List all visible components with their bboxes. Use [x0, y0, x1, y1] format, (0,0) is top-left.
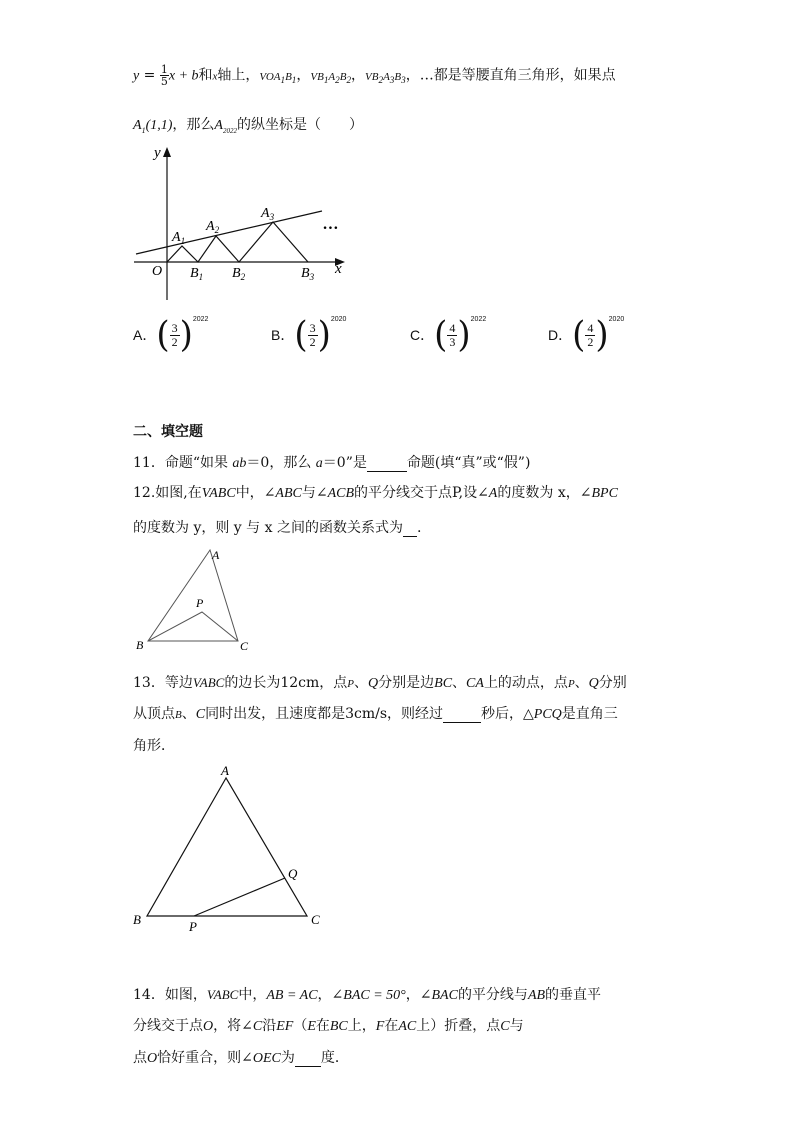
frac-den: 5	[160, 75, 168, 88]
q12-line2: 的度数为 y，则 y 与 x 之间的函数关系式为 .	[133, 520, 422, 536]
q13-figure	[130, 762, 330, 932]
option-label: B．	[271, 327, 295, 343]
comma: ，	[405, 67, 420, 84]
label-a1: $A_1$	[172, 230, 186, 246]
text: …都是等腰直角三角形，如果点	[419, 67, 616, 84]
option-d[interactable]	[548, 314, 625, 362]
paren-close: )	[317, 314, 331, 356]
paren-close: )	[457, 314, 471, 356]
option-b[interactable]	[271, 314, 347, 362]
triangle-2: $VB_1A_2B_2$	[310, 70, 352, 85]
point-a1-coord: (1,1)	[145, 118, 173, 133]
q12-figure	[130, 545, 260, 653]
label-b3: $B_3$	[301, 266, 315, 282]
q12-line1: 12.如图,在VABC中，∠ABC与∠ACB的平分线交于点P,设∠A的度数为 x，∠BPC	[133, 485, 618, 501]
angle-a: ∠A	[477, 486, 498, 501]
option-c[interactable]	[410, 314, 487, 362]
option-exponent: 2022	[192, 316, 209, 323]
fraction-one-fifth	[160, 64, 169, 87]
eq-equals: =	[139, 67, 160, 84]
label-c: C	[311, 912, 320, 927]
point-a1: $A_1$	[133, 118, 146, 135]
label-a3: $A_3$	[261, 206, 275, 222]
triangle-abc	[147, 778, 307, 916]
option-fraction: $\frac{3}{2}$	[309, 320, 316, 349]
answer-blank[interactable]	[367, 455, 407, 472]
label-a: A	[221, 763, 229, 778]
triangle-1: $VOA_1B_1$	[259, 70, 297, 85]
x-axis-label: x	[335, 261, 342, 277]
q10-line1	[133, 64, 616, 87]
option-label: C．	[410, 327, 435, 343]
option-a[interactable]	[133, 314, 209, 362]
q10-line2	[133, 114, 363, 135]
math-a: a	[315, 456, 323, 471]
triangle-3: $VB_2A_3B_3$	[365, 70, 406, 85]
option-fraction: $\frac{4}{2}$	[587, 320, 594, 349]
text: ，那么	[172, 117, 215, 133]
q14-line3: 点O恰好重合，则∠OEC为 度．	[133, 1050, 349, 1066]
label-q: Q	[288, 866, 298, 881]
label-a2: $A_2$	[206, 219, 220, 235]
label-b2: $B_2$	[232, 266, 246, 282]
label-b: B	[133, 912, 141, 927]
triangle-abc	[148, 550, 238, 641]
option-fraction: $\frac{4}{3}$	[449, 320, 456, 349]
paren-close: )	[595, 314, 609, 356]
q13-line3: 角形．	[133, 738, 175, 754]
paren-open: (	[434, 314, 448, 356]
eq-rest: x + b	[168, 68, 199, 84]
option-label: A．	[133, 327, 157, 343]
q13-line1: 13．等边VABC的边长为12cm，点P、Q分别是边BC、CA上的动点，点P、Q分别	[133, 675, 627, 691]
q13-line2: 从顶点B、C同时出发，且速度都是3cm/s，则经过 秒后，△PCQ是直角三	[133, 706, 618, 722]
label-p: P	[189, 919, 197, 932]
option-exponent: 2022	[470, 316, 487, 323]
text: 的纵坐标是（ ）	[236, 117, 363, 133]
label-c: C	[240, 639, 249, 653]
angle-abc: ∠ABC	[263, 486, 302, 501]
line-l	[136, 211, 322, 254]
comma: ，	[296, 67, 311, 84]
frac-num: 1	[160, 63, 168, 76]
angle-acb: ∠ACB	[315, 486, 355, 501]
option-fraction: $\frac{3}{2}$	[171, 320, 178, 349]
label-b1: $B_1$	[190, 266, 204, 282]
label-p: P	[196, 596, 204, 610]
math-x: x	[212, 70, 218, 83]
label-b: B	[136, 638, 144, 652]
paren-close: )	[179, 314, 193, 356]
y-axis-label: y	[154, 145, 161, 161]
bisectors	[148, 612, 238, 641]
angle-bpc: ∠BPC	[579, 486, 618, 501]
option-exponent: 2020	[608, 316, 625, 323]
label-a: A	[212, 548, 220, 562]
segment-pq	[194, 878, 285, 916]
option-exponent: 2020	[330, 316, 347, 323]
ellipsis-label: …	[323, 216, 339, 233]
option-label: D．	[548, 327, 573, 343]
point-a2022: $A_{2022}$	[214, 118, 237, 135]
angle-bac: ∠BAC = 50°	[331, 988, 406, 1003]
section-title: 二、填空题	[133, 424, 203, 440]
text: 和	[198, 67, 213, 84]
math-triangle-pcq: △PCQ	[523, 707, 562, 722]
answer-blank[interactable]	[443, 706, 481, 723]
math-triangle: VABC	[192, 675, 225, 690]
math-equation: AB = AC	[266, 988, 318, 1003]
answer-blank[interactable]	[295, 1050, 321, 1067]
q14-line2: 分线交于点O，将∠C沿EF（E在BC上，F在AC上）折叠，点C与	[133, 1018, 524, 1034]
math-ab: ab	[232, 456, 247, 471]
q10-figure	[130, 142, 360, 307]
q11: 11．命题“如果 ab＝0，那么 a＝0”是 命题(填“真”或“假”)	[133, 455, 531, 471]
paren-open: (	[572, 314, 586, 356]
q14-line1: 14．如图，VABC中，AB = AC，∠BAC = 50°，∠BAC的平分线与AB的垂直平	[133, 987, 602, 1003]
answer-blank[interactable]	[403, 520, 417, 537]
math-triangle: VABC	[201, 486, 236, 501]
y-axis-arrow	[163, 147, 171, 157]
text: 轴上，	[217, 67, 260, 84]
eq-y: y	[133, 68, 140, 84]
origin-label: O	[152, 264, 163, 279]
paren-open: (	[156, 314, 170, 356]
comma: ，	[351, 67, 366, 84]
paren-open: (	[294, 314, 308, 356]
